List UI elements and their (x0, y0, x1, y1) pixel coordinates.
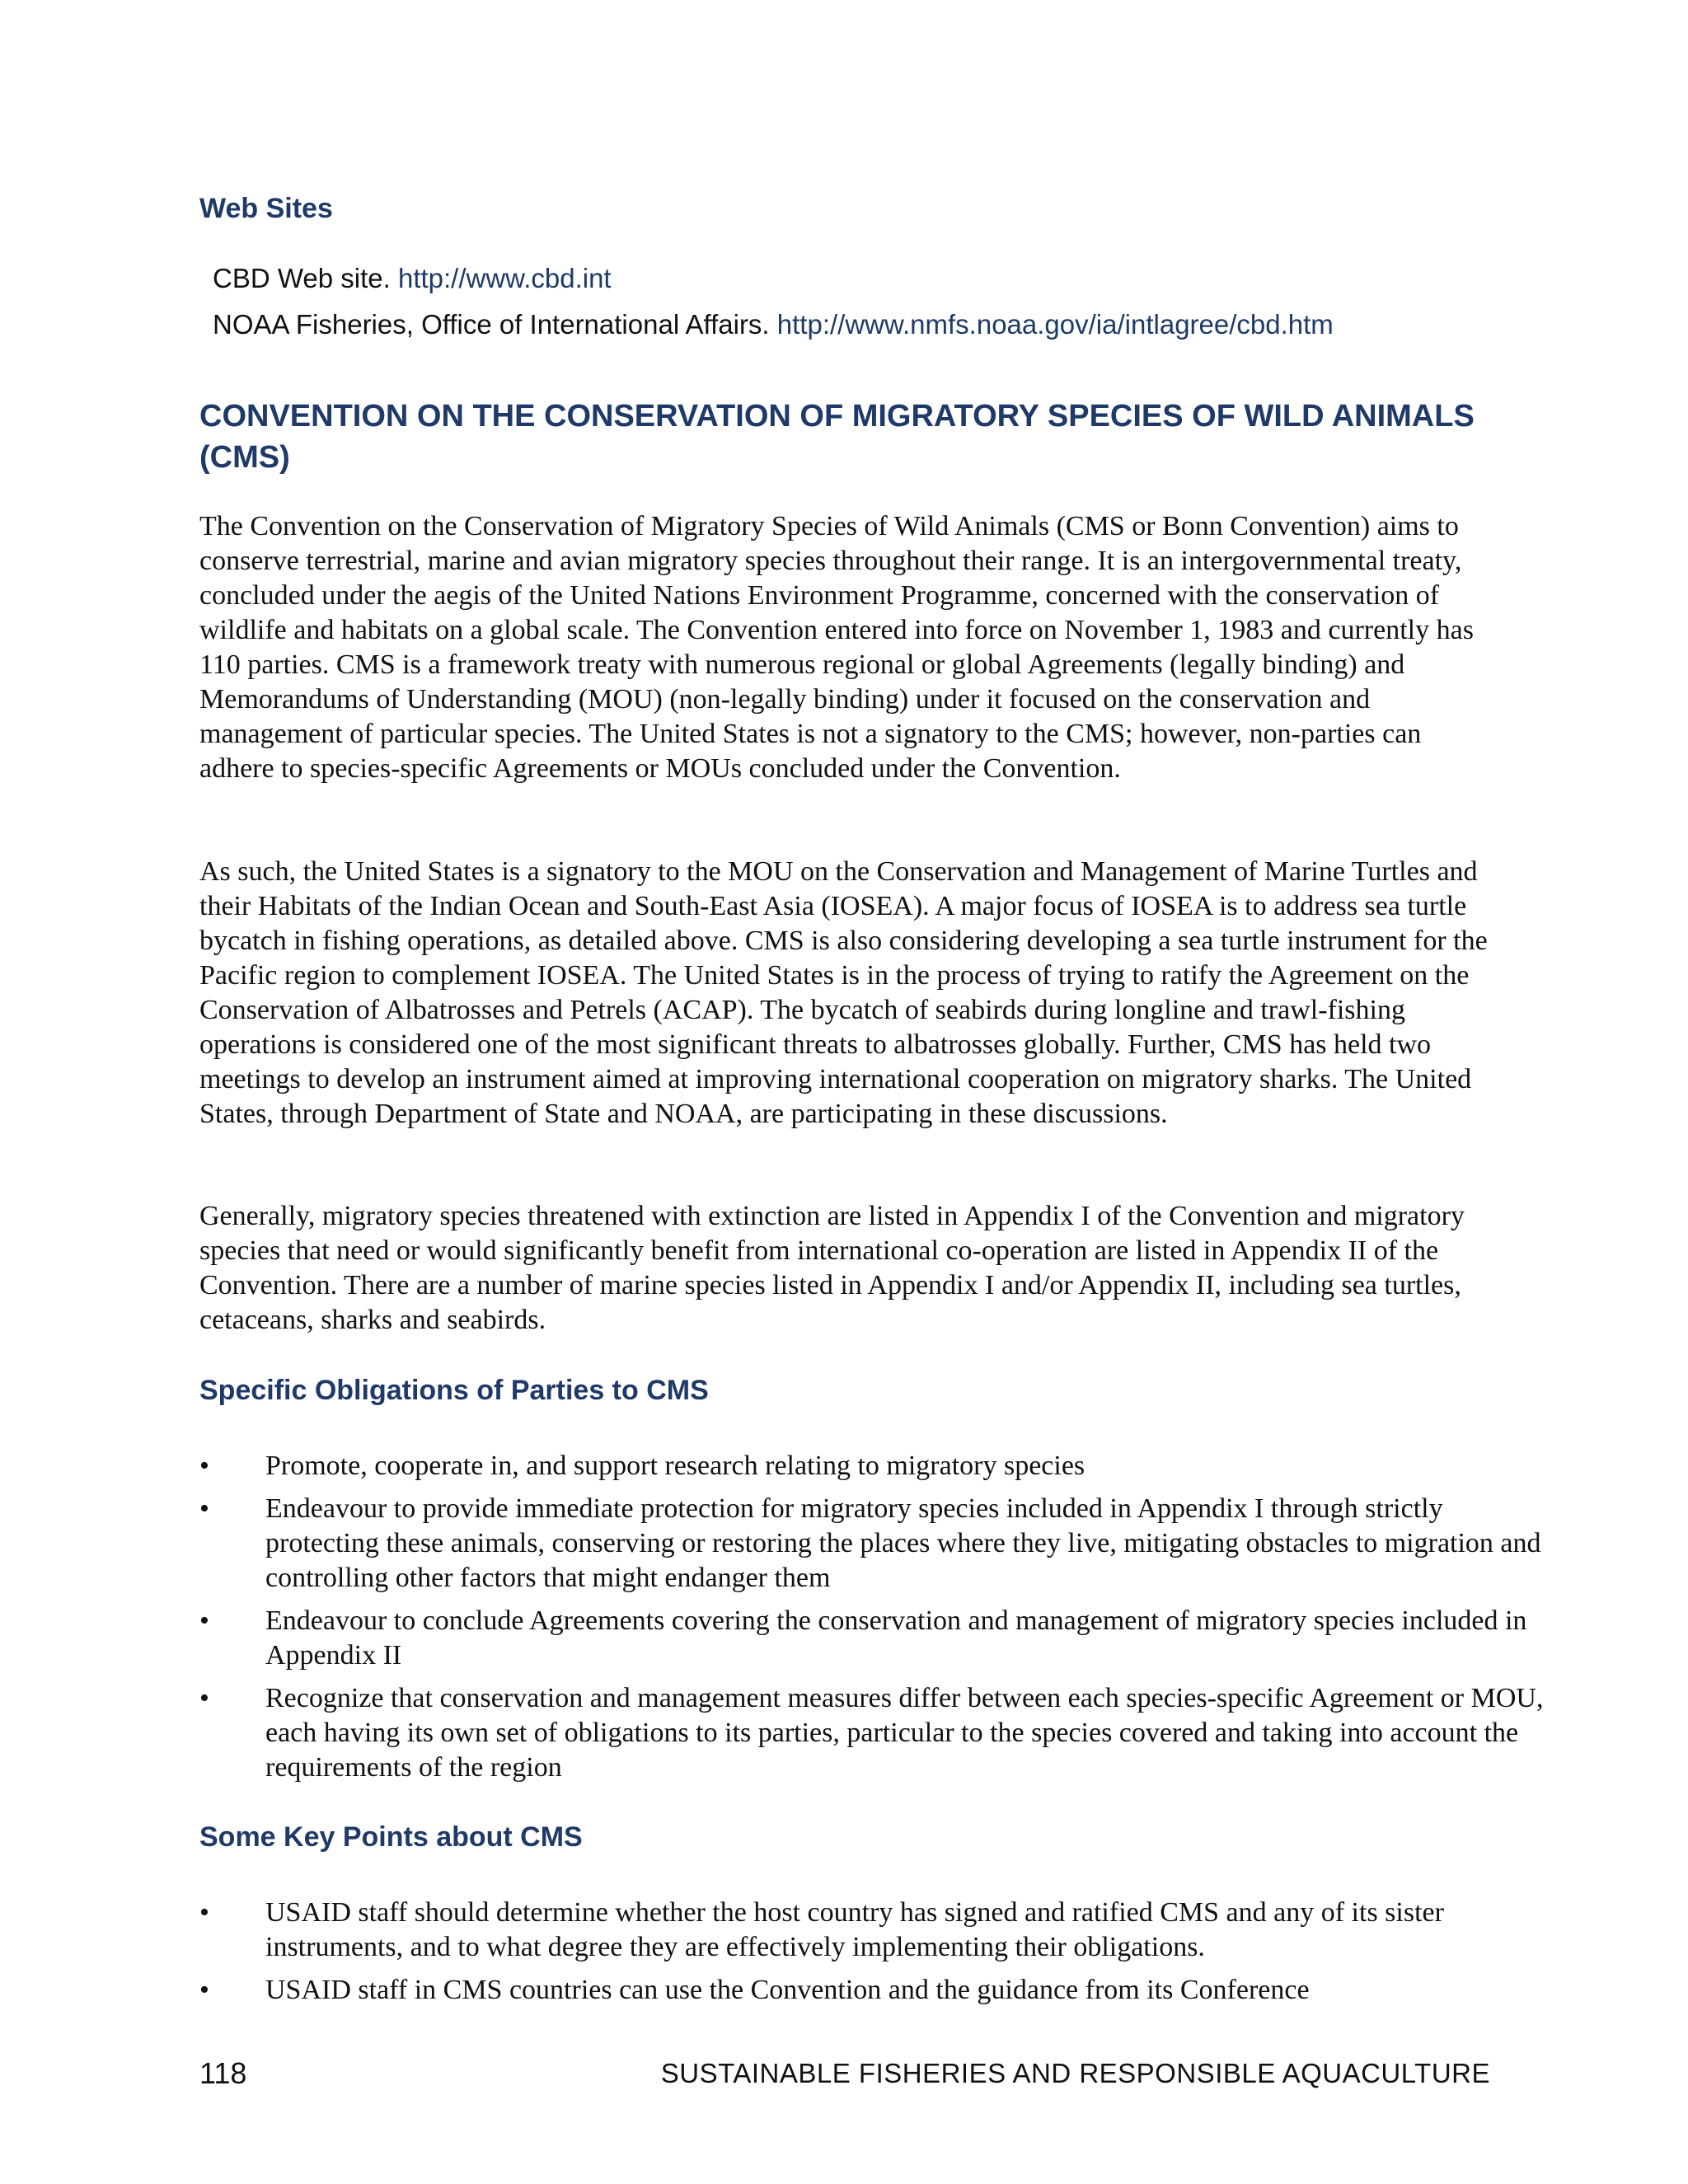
list-item-text: Recognize that conservation and management measures differ between each species-specific Agreement or MOU, each having its own set of obligations to its parties, particular to the species covered and taking into account the requirements of the region (265, 1683, 1544, 1783)
obligations-heading: Specific Obligations of Parties to CMS (199, 1375, 709, 1406)
list-item (199, 1449, 1551, 1483)
list-item-text: Endeavour to conclude Agreements covering the conservation and management of migratory species included in Appendix II (265, 1605, 1527, 1671)
list-item (199, 1604, 1551, 1673)
website-item-cbd (213, 255, 1531, 302)
running-title: SUSTAINABLE FISHERIES AND RESPONSIBLE AQUACULTURE (660, 2058, 1490, 2088)
list-item-text: Promote, cooperate in, and support research relating to migratory species (265, 1451, 1085, 1481)
cbd-link[interactable]: http://www.cbd.int (397, 263, 612, 293)
website-item-noaa (213, 302, 1531, 348)
bullet-icon: • (199, 1451, 209, 1481)
website-label: NOAA Fisheries, Office of International Affairs. (213, 309, 770, 340)
paragraph-3: Generally, migratory species threatened with extinction are listed in Appendix I of the Convention and migratory species that need or would significantly benefit from international co-operation are listed in Appendix II of the Convention. There are a number of marine species listed in Appendix I and/or Appendix II, including sea turtles, cetaceans, sharks and seabirds. (199, 1201, 1465, 1335)
websites-list (213, 255, 1531, 348)
list-item-text: USAID staff should determine whether the host country has signed and ratified CMS and any of its sister instruments, and to what degree they are effectively implementing their obligations. (265, 1897, 1444, 1962)
list-item (199, 1896, 1551, 1965)
page-number: 118 (199, 2056, 247, 2090)
websites-heading: Web Sites (199, 193, 333, 224)
list-item (199, 1492, 1551, 1596)
section-title: CONVENTION ON THE CONSERVATION OF MIGRATORY SPECIES OF WILD ANIMALS (CMS) (199, 399, 1475, 475)
website-label: CBD Web site. (213, 263, 391, 293)
list-item-text: USAID staff in CMS countries can use the Convention and the guidance from its Conference (265, 1975, 1310, 2005)
obligations-list (199, 1449, 1551, 1793)
bullet-icon: • (199, 1683, 209, 1713)
list-item (199, 1973, 1551, 2008)
list-item-text: Endeavour to provide immediate protection for migratory species included in Appendix I through strictly protecting these animals, conserving or restoring the places where they live, mitigating obstacles to migration and controlling other factors that might endanger them (265, 1493, 1541, 1593)
bullet-icon: • (199, 1605, 209, 1636)
paragraph-1: The Convention on the Conservation of Migratory Species of Wild Animals (CMS or Bonn Convention) aims to conserve terrestrial, marine and avian migratory species throughout their range. It is an intergovernmental treaty, concluded under the aegis of the United Nations Environment Programme, concerned with the conservation of wildlife and habitats on a global scale. The Convention entered into force on November 1, 1983 and currently has 110 parties. CMS is a framework treaty with numerous regional or global Agreements (legally binding) and Memorandums of Understanding (MOU) (non-legally binding) under it focused on the conservation and management of particular species. The United States is not a signatory to the CMS; however, non-parties can adhere to species-specific Agreements or MOUs concluded under the Convention. (199, 511, 1474, 784)
list-item (199, 1681, 1551, 1785)
bullet-icon: • (199, 1493, 209, 1524)
bullet-icon: • (199, 1975, 209, 2005)
noaa-link[interactable]: http://www.nmfs.noaa.gov/ia/intlagree/cbd.htm (776, 309, 1334, 340)
keypoints-heading: Some Key Points about CMS (199, 1821, 583, 1853)
paragraph-2: As such, the United States is a signatory to the MOU on the Conservation and Management of Marine Turtles and their Habitats of the Indian Ocean and South-East Asia (IOSEA). A major focus of IOSEA is to address sea turtle bycatch in fishing operations, as detailed above. CMS is also considering developing a sea turtle instrument for the Pacific region to complement IOSEA. The United States is in the process of trying to ratify the Agreement on the Conservation of Albatrosses and Petrels (ACAP). The bycatch of seabirds during longline and trawl-fishing operations is considered one of the most significant threats to albatrosses globally. Further, CMS has held two meetings to develop an instrument aimed at improving international cooperation on migratory sharks. The United States, through Department of State and NOAA, are participating in these discussions. (199, 856, 1488, 1129)
bullet-icon: • (199, 1897, 209, 1928)
keypoints-list (199, 1896, 1551, 2016)
